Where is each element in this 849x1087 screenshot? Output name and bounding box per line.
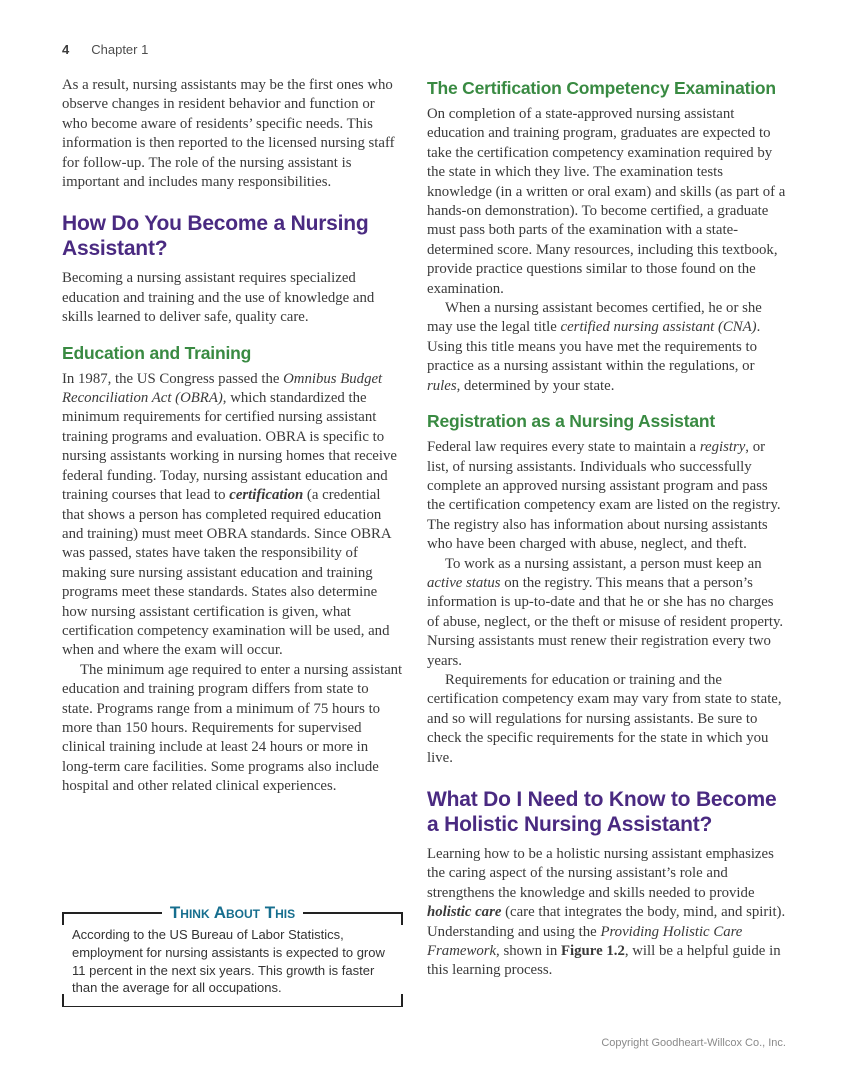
right-column [427, 78, 786, 981]
box-corner-tick [401, 994, 403, 1006]
paragraph: On completion of a state-approved nursing assistant education and training program, graduates are expected to take the certification competency examination required by the state in which they live. The examination tests knowledge (in a written or oral exam) and skills (as part of a hands-on demonstration). To become certified, a graduate must pass both parts of the examination with a state-determined score. Many resources, including this textbook, provide practice questions similar to those found on the examination. [427, 106, 786, 297]
paragraph: The minimum age required to enter a nursing assistant education and training program differs from state to state. Programs range from a minimum of 75 hours to more than 150 hours. Requirements for supervised clinical training include at least 24 hours or more in long-term care facilities. Some programs also include hospital and other related clinical experiences. [62, 661, 403, 795]
subsection-heading: Registration as a Nursing Assistant [427, 411, 715, 432]
paragraph: When a nursing assistant becomes certified, he or she may use the legal title certified nursing assistant (CNA). Using this title means you have met the requirements to practice as a nursing assistant within the regulations, or rules, determined by your state. [427, 300, 762, 394]
subsection-heading: The Certification Competency Examination [427, 78, 776, 98]
paragraph: To work as a nursing assistant, a person must keep an active status on the registry. This means that a person’s information is up-to-date and that he or she has no charges of abuse, neglect, or the theft or misuse of resident property. Nursing assistants must renew their registration every two years. [427, 555, 784, 669]
page-header [62, 42, 148, 57]
think-about-this-box [62, 903, 403, 1007]
box-rule [303, 912, 403, 914]
section-heading: What Do I Need to Know to Become a Holistic Nursing Assistant? [427, 788, 777, 836]
paragraph: In 1987, the US Congress passed the Omnibus Budget Reconciliation Act (OBRA), which standardized the minimum requirements for certified nursing assistant training programs and evaluation. OBRA is specific to nursing assistants working in nursing homes that receive federal funding. Today, nursing assistant education and training courses that lead to certification (a credential that shows a person has completed required education and training) must meet OBRA standards. Since OBRA was passed, states have taken the responsibility of making sure nursing assistant education and training programs meet these standards. States also determine how nursing assistant certification is given, what certification competency examination will be used, and when and where the exam will occur. [62, 370, 397, 659]
paragraph: Requirements for education or training and the certification competency exam may vary from state to state, and so will regulations for nursing assistants. Be sure to check the specific requirements for the state in which you live. [427, 671, 782, 766]
think-box-text: According to the US Bureau of Labor Statistics, employment for nursing assistants is expected to grow 11 percent in the next six years. This growth is faster than the average for all occupations. [72, 927, 385, 996]
box-rule [62, 912, 162, 914]
box-corner-tick [62, 994, 64, 1006]
think-box-title: Think About This [169, 903, 296, 922]
think-box-header [62, 903, 403, 923]
paragraph: Learning how to be a holistic nursing assistant emphasizes the caring aspect of the nursing assistant’s role and strengthens the knowledge and skills needed to provide holistic care (care that integrates the body, mind, and spirit). Understanding and using the Providing Holistic Care Framework, shown in Figure 1.2, will be a helpful guide in this learning process. [427, 846, 786, 979]
chapter-label: Chapter 1 [91, 42, 149, 57]
left-column [62, 76, 403, 797]
section-heading: How Do You Become a Nursing Assistant? [62, 212, 369, 260]
paragraph: Federal law requires every state to maintain a registry, or list, of nursing assistants. Individuals who successfully complete an approved nursing assistant program and pass the certification competency exam are listed on the registry. The registry also has information about nursing assistants who have been charged with abuse, neglect, and theft. [427, 439, 781, 553]
paragraph: As a result, nursing assistants may be the first ones who observe changes in resident behavior and function or who become aware of residents’ specific needs. This information is then reported to the licensed nursing staff for follow-up. The role of the nursing assistant is important and includes many responsibilities. [62, 77, 395, 191]
page-number: 4 [62, 42, 70, 57]
paragraph: Becoming a nursing assistant requires specialized education and training and the use of knowledge and skills learned to deliver safe, quality care. [62, 270, 375, 326]
footer-copyright: Copyright Goodheart-Willcox Co., Inc. [601, 1037, 786, 1049]
subsection-heading: Education and Training [62, 342, 252, 363]
